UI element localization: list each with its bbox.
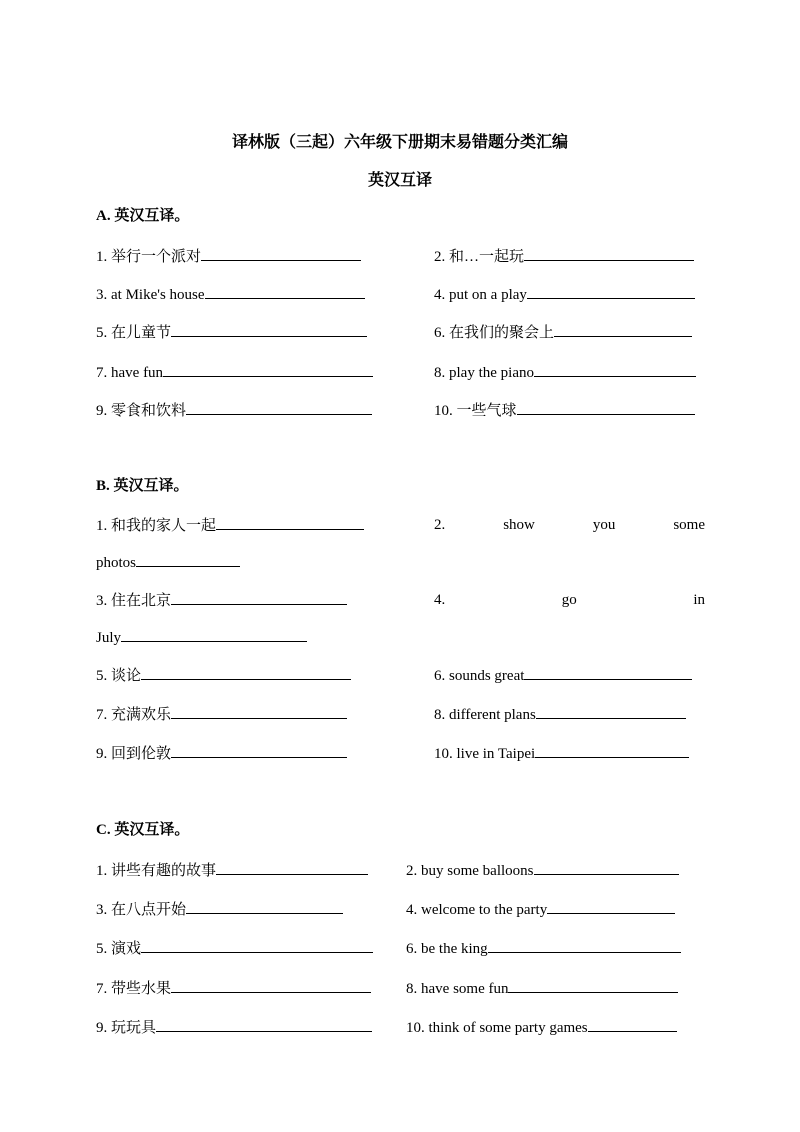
exercise-item: 7. have fun: [96, 362, 373, 383]
exercise-item: 1. 举行一个派对: [96, 246, 361, 267]
answer-blank[interactable]: [141, 665, 351, 680]
answer-blank[interactable]: [171, 978, 371, 993]
answer-blank[interactable]: [171, 590, 347, 605]
exercise-item: 10. think of some party games: [406, 1017, 677, 1038]
item-word: in: [693, 592, 705, 608]
answer-blank[interactable]: [205, 284, 365, 299]
answer-blank[interactable]: [136, 552, 240, 567]
answer-blank[interactable]: [171, 322, 367, 337]
answer-blank[interactable]: [171, 704, 347, 719]
exercise-item: 2. buy some balloons: [406, 860, 679, 881]
exercise-item-justified: [434, 515, 705, 535]
answer-blank[interactable]: [534, 362, 696, 377]
exercise-item: 3. at Mike's house: [96, 284, 365, 305]
answer-blank[interactable]: [534, 860, 679, 875]
exercise-item: 10. 一些气球: [434, 400, 695, 421]
exercise-item: 5. 谈论: [96, 665, 351, 686]
exercise-item: 7. 带些水果: [96, 978, 371, 999]
answer-blank[interactable]: [536, 704, 686, 719]
exercise-item: 5. 在儿童节: [96, 322, 367, 343]
exercise-item: 1. 讲些有趣的故事: [96, 860, 368, 881]
answer-blank[interactable]: [163, 362, 373, 377]
exercise-item-continuation: photos: [96, 552, 240, 573]
exercise-item: 8. different plans: [434, 704, 686, 725]
answer-blank[interactable]: [156, 1017, 372, 1032]
answer-blank[interactable]: [588, 1017, 677, 1032]
exercise-item: 7. 充满欢乐: [96, 704, 347, 725]
answer-blank[interactable]: [186, 899, 343, 914]
answer-blank[interactable]: [508, 978, 678, 993]
item-word: you: [592, 517, 616, 533]
section-c-heading: C. 英汉互译。: [96, 822, 190, 838]
answer-blank[interactable]: [527, 284, 695, 299]
exercise-item: 8. play the piano: [434, 362, 696, 383]
answer-blank[interactable]: [216, 860, 368, 875]
exercise-item: 3. 住在北京: [96, 590, 347, 611]
exercise-item: 9. 玩玩具: [96, 1017, 372, 1038]
exercise-item: 6. be the king: [406, 938, 681, 959]
exercise-item: 9. 回到伦敦: [96, 743, 347, 764]
item-word: show: [503, 517, 535, 533]
answer-blank[interactable]: [121, 627, 307, 642]
item-word: go: [561, 592, 577, 608]
answer-blank[interactable]: [524, 246, 694, 261]
exercise-item-continuation: July: [96, 627, 307, 648]
answer-blank[interactable]: [554, 322, 692, 337]
answer-blank[interactable]: [535, 743, 689, 758]
answer-blank[interactable]: [524, 665, 692, 680]
exercise-item: 4. welcome to the party: [406, 899, 675, 920]
answer-blank[interactable]: [517, 400, 695, 415]
answer-blank[interactable]: [216, 515, 364, 530]
document-title: 译林版（三起）六年级下册期末易错题分类汇编: [231, 134, 568, 151]
document-subtitle: 英汉互译: [367, 172, 432, 189]
item-number: 2.: [434, 517, 446, 533]
answer-blank[interactable]: [201, 246, 361, 261]
exercise-item: 10. live in Taipei: [434, 743, 689, 764]
exercise-item: 2. 和…一起玩: [434, 246, 694, 267]
answer-blank[interactable]: [488, 938, 681, 953]
exercise-item: 6. 在我们的聚会上: [434, 322, 692, 343]
section-b-heading: B. 英汉互译。: [96, 478, 189, 494]
exercise-item: 3. 在八点开始: [96, 899, 343, 920]
item-word: some: [673, 517, 705, 533]
answer-blank[interactable]: [171, 743, 347, 758]
exercise-item: 9. 零食和饮料: [96, 400, 372, 421]
exercise-item: 6. sounds great: [434, 665, 692, 686]
exercise-item: 8. have some fun: [406, 978, 678, 999]
exercise-item: 4. put on a play: [434, 284, 695, 305]
answer-blank[interactable]: [547, 899, 675, 914]
answer-blank[interactable]: [141, 938, 373, 953]
exercise-item: 1. 和我的家人一起: [96, 515, 364, 536]
exercise-item: 5. 演戏: [96, 938, 373, 959]
answer-blank[interactable]: [186, 400, 372, 415]
section-a-heading: A. 英汉互译。: [96, 208, 190, 224]
item-number: 4.: [434, 592, 446, 608]
exercise-item-justified: [434, 590, 705, 610]
